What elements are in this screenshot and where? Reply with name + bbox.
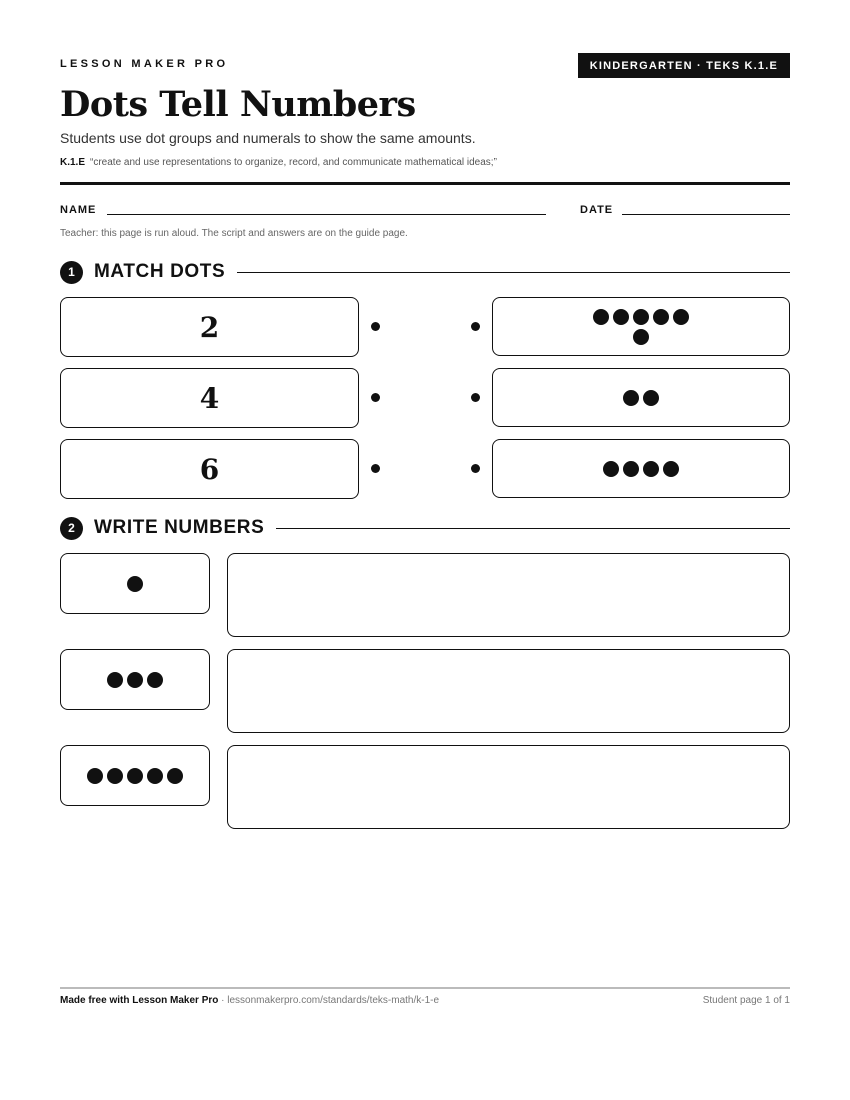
teacher-note: Teacher: this page is run aloud. The script and answers are on the guide page.: [60, 228, 408, 239]
name-field[interactable]: [107, 214, 546, 215]
standard-text: “create and use representations to organize, record, and communicate mathematical ideas;”: [90, 157, 497, 168]
match-connector-dot-right[interactable]: [471, 322, 480, 331]
numeral-card[interactable]: [60, 368, 359, 428]
footer-divider: [60, 987, 790, 989]
section-number-badge: 1: [60, 261, 83, 284]
worksheet-page: [60, 0, 790, 1100]
answer-write-box[interactable]: [227, 745, 790, 829]
dot: [167, 768, 183, 784]
section-title: WRITE NUMBERS: [94, 517, 265, 538]
brand-name: LESSON MAKER PRO: [60, 58, 229, 70]
dot-group-card[interactable]: [492, 368, 790, 427]
dot-group-card: [60, 553, 210, 614]
page-indicator: Student page 1 of 1: [702, 995, 790, 1006]
answer-write-box[interactable]: [227, 649, 790, 733]
dot: [127, 576, 143, 592]
dot: [603, 461, 619, 477]
date-field[interactable]: [622, 214, 790, 215]
dot: [673, 309, 689, 325]
section-write-numbers-header: [60, 516, 790, 540]
match-connector-dot-right[interactable]: [471, 464, 480, 473]
dot-group-card[interactable]: [492, 439, 790, 498]
section-title: MATCH DOTS: [94, 261, 226, 282]
dot-group-card[interactable]: [492, 297, 790, 356]
match-connector-dot-right[interactable]: [471, 393, 480, 402]
numeral: 4: [199, 381, 220, 415]
dot-group: [591, 390, 691, 406]
dot-group: [591, 309, 691, 345]
dot: [643, 390, 659, 406]
match-connector-dot-left[interactable]: [371, 322, 380, 331]
numeral: 2: [199, 310, 220, 344]
dot-group: [591, 461, 691, 477]
dot: [127, 672, 143, 688]
dot: [147, 768, 163, 784]
section-match-dots-header: [60, 260, 790, 284]
footer-url[interactable]: · lessonmakerpro.com/standards/teks-math/k-1-e: [218, 995, 440, 1006]
section-divider: [276, 528, 790, 529]
dot: [593, 309, 609, 325]
match-connector-dot-left[interactable]: [371, 393, 380, 402]
dot: [147, 672, 163, 688]
dot: [633, 309, 649, 325]
answer-write-box[interactable]: [227, 553, 790, 637]
name-label: NAME: [60, 204, 97, 216]
section-divider: [237, 272, 790, 273]
dot: [107, 768, 123, 784]
numeral: 6: [199, 452, 220, 486]
dot: [613, 309, 629, 325]
dot: [653, 309, 669, 325]
dot-group-card: [60, 649, 210, 710]
grade-standard-badge: KINDERGARTEN · TEKS K.1.E: [578, 53, 790, 78]
dot: [663, 461, 679, 477]
dot-group: [75, 576, 195, 592]
match-connector-dot-left[interactable]: [371, 464, 380, 473]
footer-brand: Made free with Lesson Maker Pro: [60, 995, 219, 1006]
footer-credit: [60, 995, 439, 1006]
dot: [633, 329, 649, 345]
worksheet-subtitle: Students use dot groups and numerals to show the same amounts.: [60, 130, 476, 146]
worksheet-title: Dots Tell Numbers: [60, 84, 416, 125]
header-divider: [60, 182, 790, 185]
date-label: DATE: [580, 204, 614, 216]
dot: [623, 390, 639, 406]
dot: [107, 672, 123, 688]
dot-group: [75, 672, 195, 688]
numeral-card[interactable]: [60, 439, 359, 499]
standard-code: K.1.E: [60, 157, 86, 168]
dot: [87, 768, 103, 784]
dot: [127, 768, 143, 784]
standard-description: [60, 157, 497, 168]
numeral-card[interactable]: [60, 297, 359, 357]
dot-group: [75, 768, 195, 784]
section-number-badge: 2: [60, 517, 83, 540]
dot: [643, 461, 659, 477]
dot-group-card: [60, 745, 210, 806]
dot: [623, 461, 639, 477]
